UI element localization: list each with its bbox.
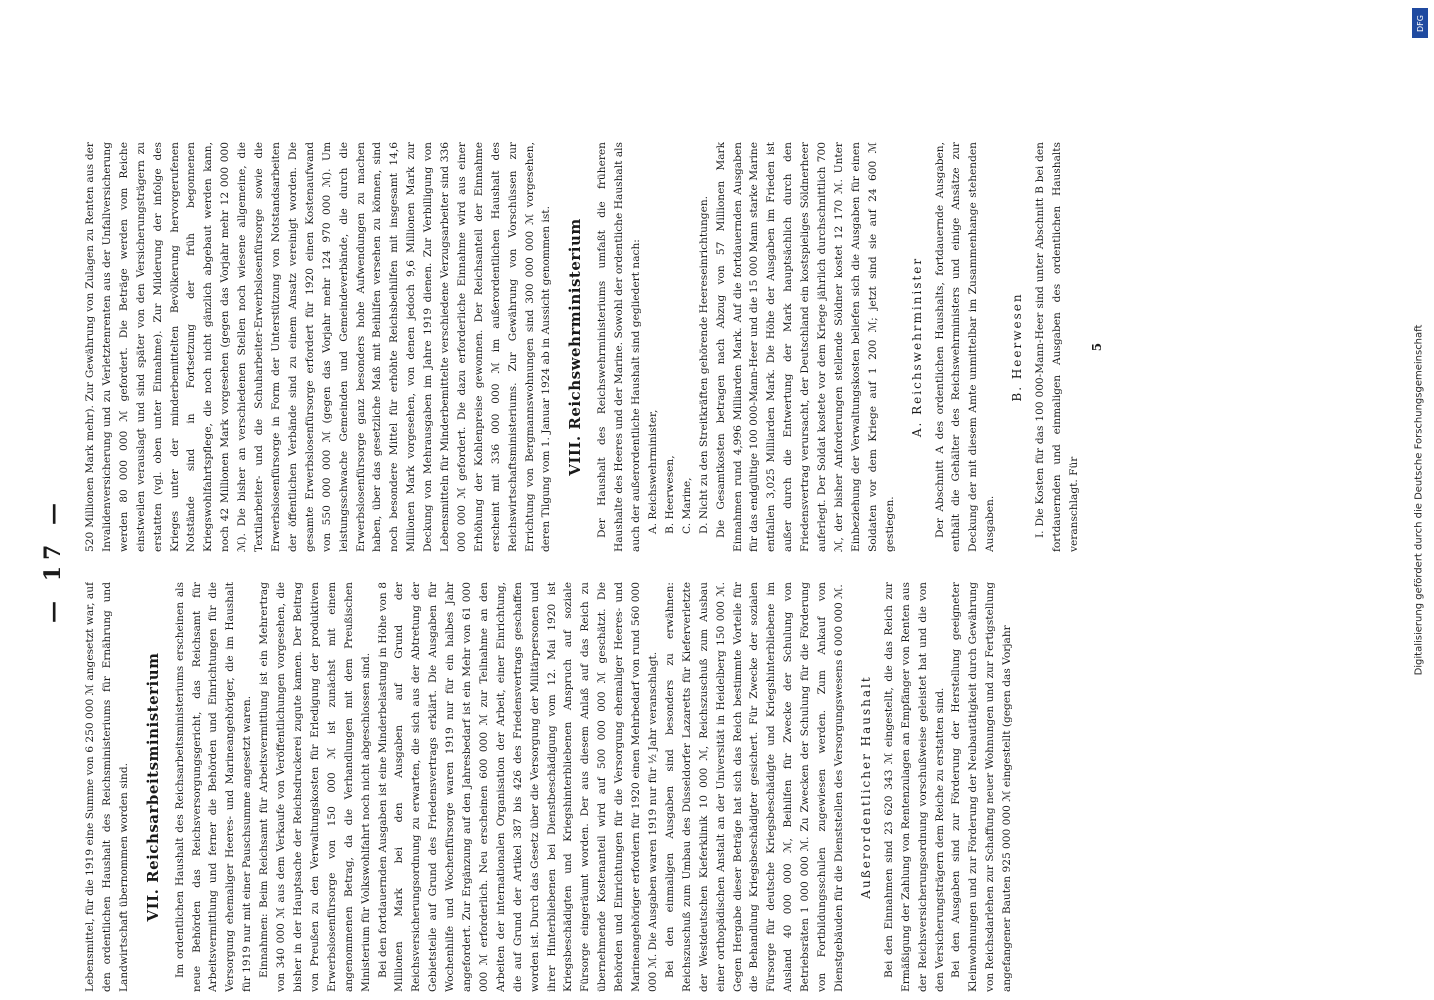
section-list [645,142,713,552]
page-number: — 17 — [40,497,66,623]
paragraph: Einnahmen: Beim Reichsamt für Arbeitsvermittlung ist ein Mehrertrag von 340 000 ℳ aus dem Verkaufe von Veröffentlichungen vorgesehen, die bisher in der Hauptsache der Reichsdruckerei zugute kamen. Der Beitrag von Preußen zu den Verwaltungskosten für Erledigung der produktiven Erwerbslosenfürsorge von 150 000 ℳ ist zunächst mit einem angenommenen Betrag, da die Verhandlungen mit dem Preußischen Ministerium für Volkswohlfahrt noch nicht abgeschlossen sind. [258,582,372,992]
paragraph: Lebensmittel, für die 1919 eine Summe von 6 250 000 ℳ angesetzt war, auf den ordentlichen Haushalt des Reichsministeriums für Ernährung und Landwirtschaft übernommen worden sind. [84,582,130,992]
paragraph: Die Gesamtkosten betragen nach Abzug von 57 Millionen Mark Einnahmen rund 4,996 Milliarden Mark. Auf die fortdauernden Ausgaben für das endgültige 100 000-Mann-Heer und die 15 000 Mann starke Marine entfallen 3,025 Milliarden Mark. Die Höhe der Ausgaben im Frieden ist außer durch die Entwertung der Mark hauptsächlich durch den Friedensvertrag verursacht, der Deutschland ein kostspieliges Söldnerheer auferlegt. Der Soldat kostete vor dem Kriege jährlich durchschnittlich 700 ℳ, der bisher Anforderungen stellende Söldner kostet 12 170 ℳ. Unter Einbeziehung der Verwaltungskosten beliefen sich die Ausgaben für einen Soldaten vor dem Kriege auf 1 200 ℳ; jetzt sind sie auf 24 600 ℳ gestiegen. [714,142,896,552]
paragraph: Der Haushalt des Reichswehrministeriums umfaßt die früheren Haushalte des Heeres und der Marine. Sowohl der ordentliche Haushalt als auch der außerordentliche Haushalt sind gegliedert nach: [596,142,643,552]
credit-text: Digitalisierung gefördert durch die Deutsche Forschungsgemeinschaft [1413,324,1425,676]
paragraph: Der Abschnitt A des ordentlichen Haushalts, fortdauernde Ausgaben, enthält die Gehälter des Reichswehrministers und einige Ansätze zur Deckung der mit diesem Amte unmittelbar im Zusammenhange stehenden Ausgaben. [933,142,997,552]
section-heading: VIII. Reichswehrministerium [566,218,585,476]
left-column [82,582,1312,992]
document-page [30,120,1330,1000]
paragraph: I. Die Kosten für das 100 000-Mann-Heer sind unter Abschnitt B bei den fortdauernden und einmaligen Ausgaben des ordentlichen Haushalts veranschlagt. Für [1034,142,1080,552]
logo-text: DFG [1415,14,1425,32]
paragraph: 520 Millionen Mark mehr). Zur Gewährung von Zulagen zu Renten aus der Invalidenversicherung und zu Verletztenrenten aus der Unfallversicherung werden 80 000 000 ℳ gefordert. Die Beträge werden vom Reiche einstweilen verauslagt und sind später von den Versicherungsträgern zu erstatten (vgl. oben unter Einnahme). Zur Milderung der infolge des Krieges unter der minderbemittelten Bevölkerung hervorgerufenen Notstände sind in Fortsetzung der früh begonnenen Kriegswohlfahrtspflege, die noch nicht gänzlich abgebaut werden kann, noch 42 Millionen Mark vorgesehen (gegen das Vorjahr mehr 12 000 000 ℳ). Die bisher an verschiedenen Stellen noch wiesene allgemeine, die Textilarbeiter- und die Schuharbeiter-Erwerbslosenfürsorge sowie die Erwerbslosenfürsorge in Form der Unterstützung von Notstandsarbeiten der öffentlichen Verbände sind zu einem Ansatz vereinigt worden. Die gesamte Erwerbslosenfürsorge erfordert für 1920 einen Kostenaufwand von 550 000 000 ℳ (gegen das Vorjahr mehr 124 970 000 ℳ). Um leistungsschwache Gemeinden und Gemeindeverbände, die durch die Erwerbslosenfürsorge ganz besonders hohe Aufwendungen zu machen haben, über das gesetzliche Maß mit Beihilfen versehen zu können, sind noch besondere Mittel für erhöhte Reichsbeihilfen mit insgesamt 14,6 Millionen Mark vorgesehen, von denen jedoch 9,6 Millionen Mark zur Deckung von Mehrausgaben im Jahre 1919 dienen. Zur Verbilligung von Lebensmitteln für Minderbemittelte verschiedene Verzugsarbeiter sind 336 000 000 ℳ gefordert. Die dazu erforderliche Einnahme wird aus einer Erhöhung der Kohlenpreise gewonnen. Der Reichsanteil der Einnahme erscheint mit 336 000 000 ℳ im außerordentlichen Haushalt des Reichswirtschaftsministeriums. Zur Gewährung von Vorschüssen zur Errichtung von Bergmannswohnungen sind 300 000 000 ℳ vorgesehen, deren Tilgung vom 1. Januar 1924 ab in Aussicht genommen ist. [84,142,553,552]
paragraph: Bei den einmaligen Ausgaben sind besonders zu erwähnen: Reichszuschuß zum Umbau des Düsseldorfer Lazaretts für Kieferverletzte der Westdeutschen Kieferklinik 10 000 ℳ, Reichszuschuß zum Ausbau einer orthopädischen Anstalt an der Universität in Heidelberg 150 000 ℳ. Gegen Hergabe dieser Beträge hat sich das Reich bestimmte Vorteile für die Behandlung Kriegsbeschädigter gesichert. Für Zwecke der sozialen Fürsorge für deutsche Kriegsbeschädigte und Kriegshinterbliebene im Ausland 40 000 000 ℳ, Beihilfen für Zwecke der Schulung von Betriebsräten 1 000 000 ℳ. Zu Zwecken der Schulung für die Förderung von Fortbildungsschulen zugewiesen werden. Zum Ankauf von Dienstgebäuden für die Dienststellen des Versorgungswesens 6 000 000 ℳ. [663,582,845,992]
paragraph: Im ordentlichen Haushalt des Reichsarbeitsministeriums erscheinen als neue Behörden das Reichsversorgungsgericht, das Reichsamt für Arbeitsvermittlung und ferner die Behörden und Einrichtungen für die Versorgung ehemaliger Heeres- und Marineangehöriger, die im Haushalt für 1919 nur mit einer Pauschsumme angesetzt waren. [173,582,254,992]
right-column [82,142,1312,552]
paragraph: Bei den Ausgaben sind zur Förderung der Herstellung geeigneter Kleinwohnungen und zur Förderung der Neubautätigkeit durch Gewährung von Reichsdarlehen zur Schaffung neuer Wohnungen und zur Fertigstellung angefangener Bauten 925 000 000 ℳ eingestellt (gegen das Vorjahr [950,582,1014,992]
section-heading: VII. Reichsarbeitsministerium [143,652,162,922]
list-item: A. Reichswehrminister, [647,409,659,534]
digitization-credit [1408,0,1430,1000]
list-item: C. Marine, [680,477,693,534]
dfg-logo-icon [1412,8,1428,38]
subsection-heading: Außerordentlicher Haushalt [858,675,873,899]
signature-mark: 5 [1089,342,1104,352]
paragraph: Bei den Einnahmen sind 23 620 343 ℳ eingestellt, die das Reich zur Ermäßigung der Zahlung von Rentenzulagen an Empfänger von Renten aus der Reichsversicherungsordnung vorschußweise geleistet hat und die von den Versicherungsträgern dem Reiche zu erstatten sind. [882,582,946,992]
subsection-heading: A. Reichswehrminister [909,256,924,438]
list-item: B. Heerwesen, [663,455,676,534]
paragraph: Bei den fortdauernden Ausgaben ist eine Minderbelastung in Höhe von 8 Millionen Mark bei den Ausgaben auf Grund der Reichsversicherungsordnung zu erwarten, die sich aus der Abtretung der Gebietsteile auf Grund des Friedensvertrags erklärt. Die Ausgaben für Wochenhilfe und Wochenfürsorge waren 1919 nur für ein halbes Jahr angefordert. Zur Ergänzung auf den Jahresbedarf ist ein Mehr von 61 000 000 ℳ erforderlich. Neu erscheinen 600 000 ℳ zur Teilnahme an den Arbeiten der internationalen Organisation der Arbeit, einer Einrichtung, die auf Grund der Artikel 387 bis 426 des Friedensvertrags geschaffen worden ist. Durch das Gesetz über die Versorgung der Militärpersonen und ihrer Hinterbliebenen bei Dienstbeschädigung vom 12. Mai 1920 ist Kriegsbeschädigten und Kriegshinterbliebenen Anspruch auf soziale Fürsorge eingeräumt worden. Der aus diesem Anlaß auf das Reich zu übernehmende Kostenanteil wird auf 500 000 000 ℳ geschätzt. Die Behörden und Einrichtungen für die Versorgung ehemaliger Heeres- und Marineangehöriger erfordern für 1920 einen Mehrbedarf von rund 560 000 000 ℳ. Die Ausgaben waren 1919 nur für ½ Jahr veranschlagt. [376,582,659,992]
subsection-heading: B. Heerwesen [1010,292,1025,402]
list-item: D. Nicht zu den Streitkräften gehörende Heereseinrichtungen. [697,195,710,534]
